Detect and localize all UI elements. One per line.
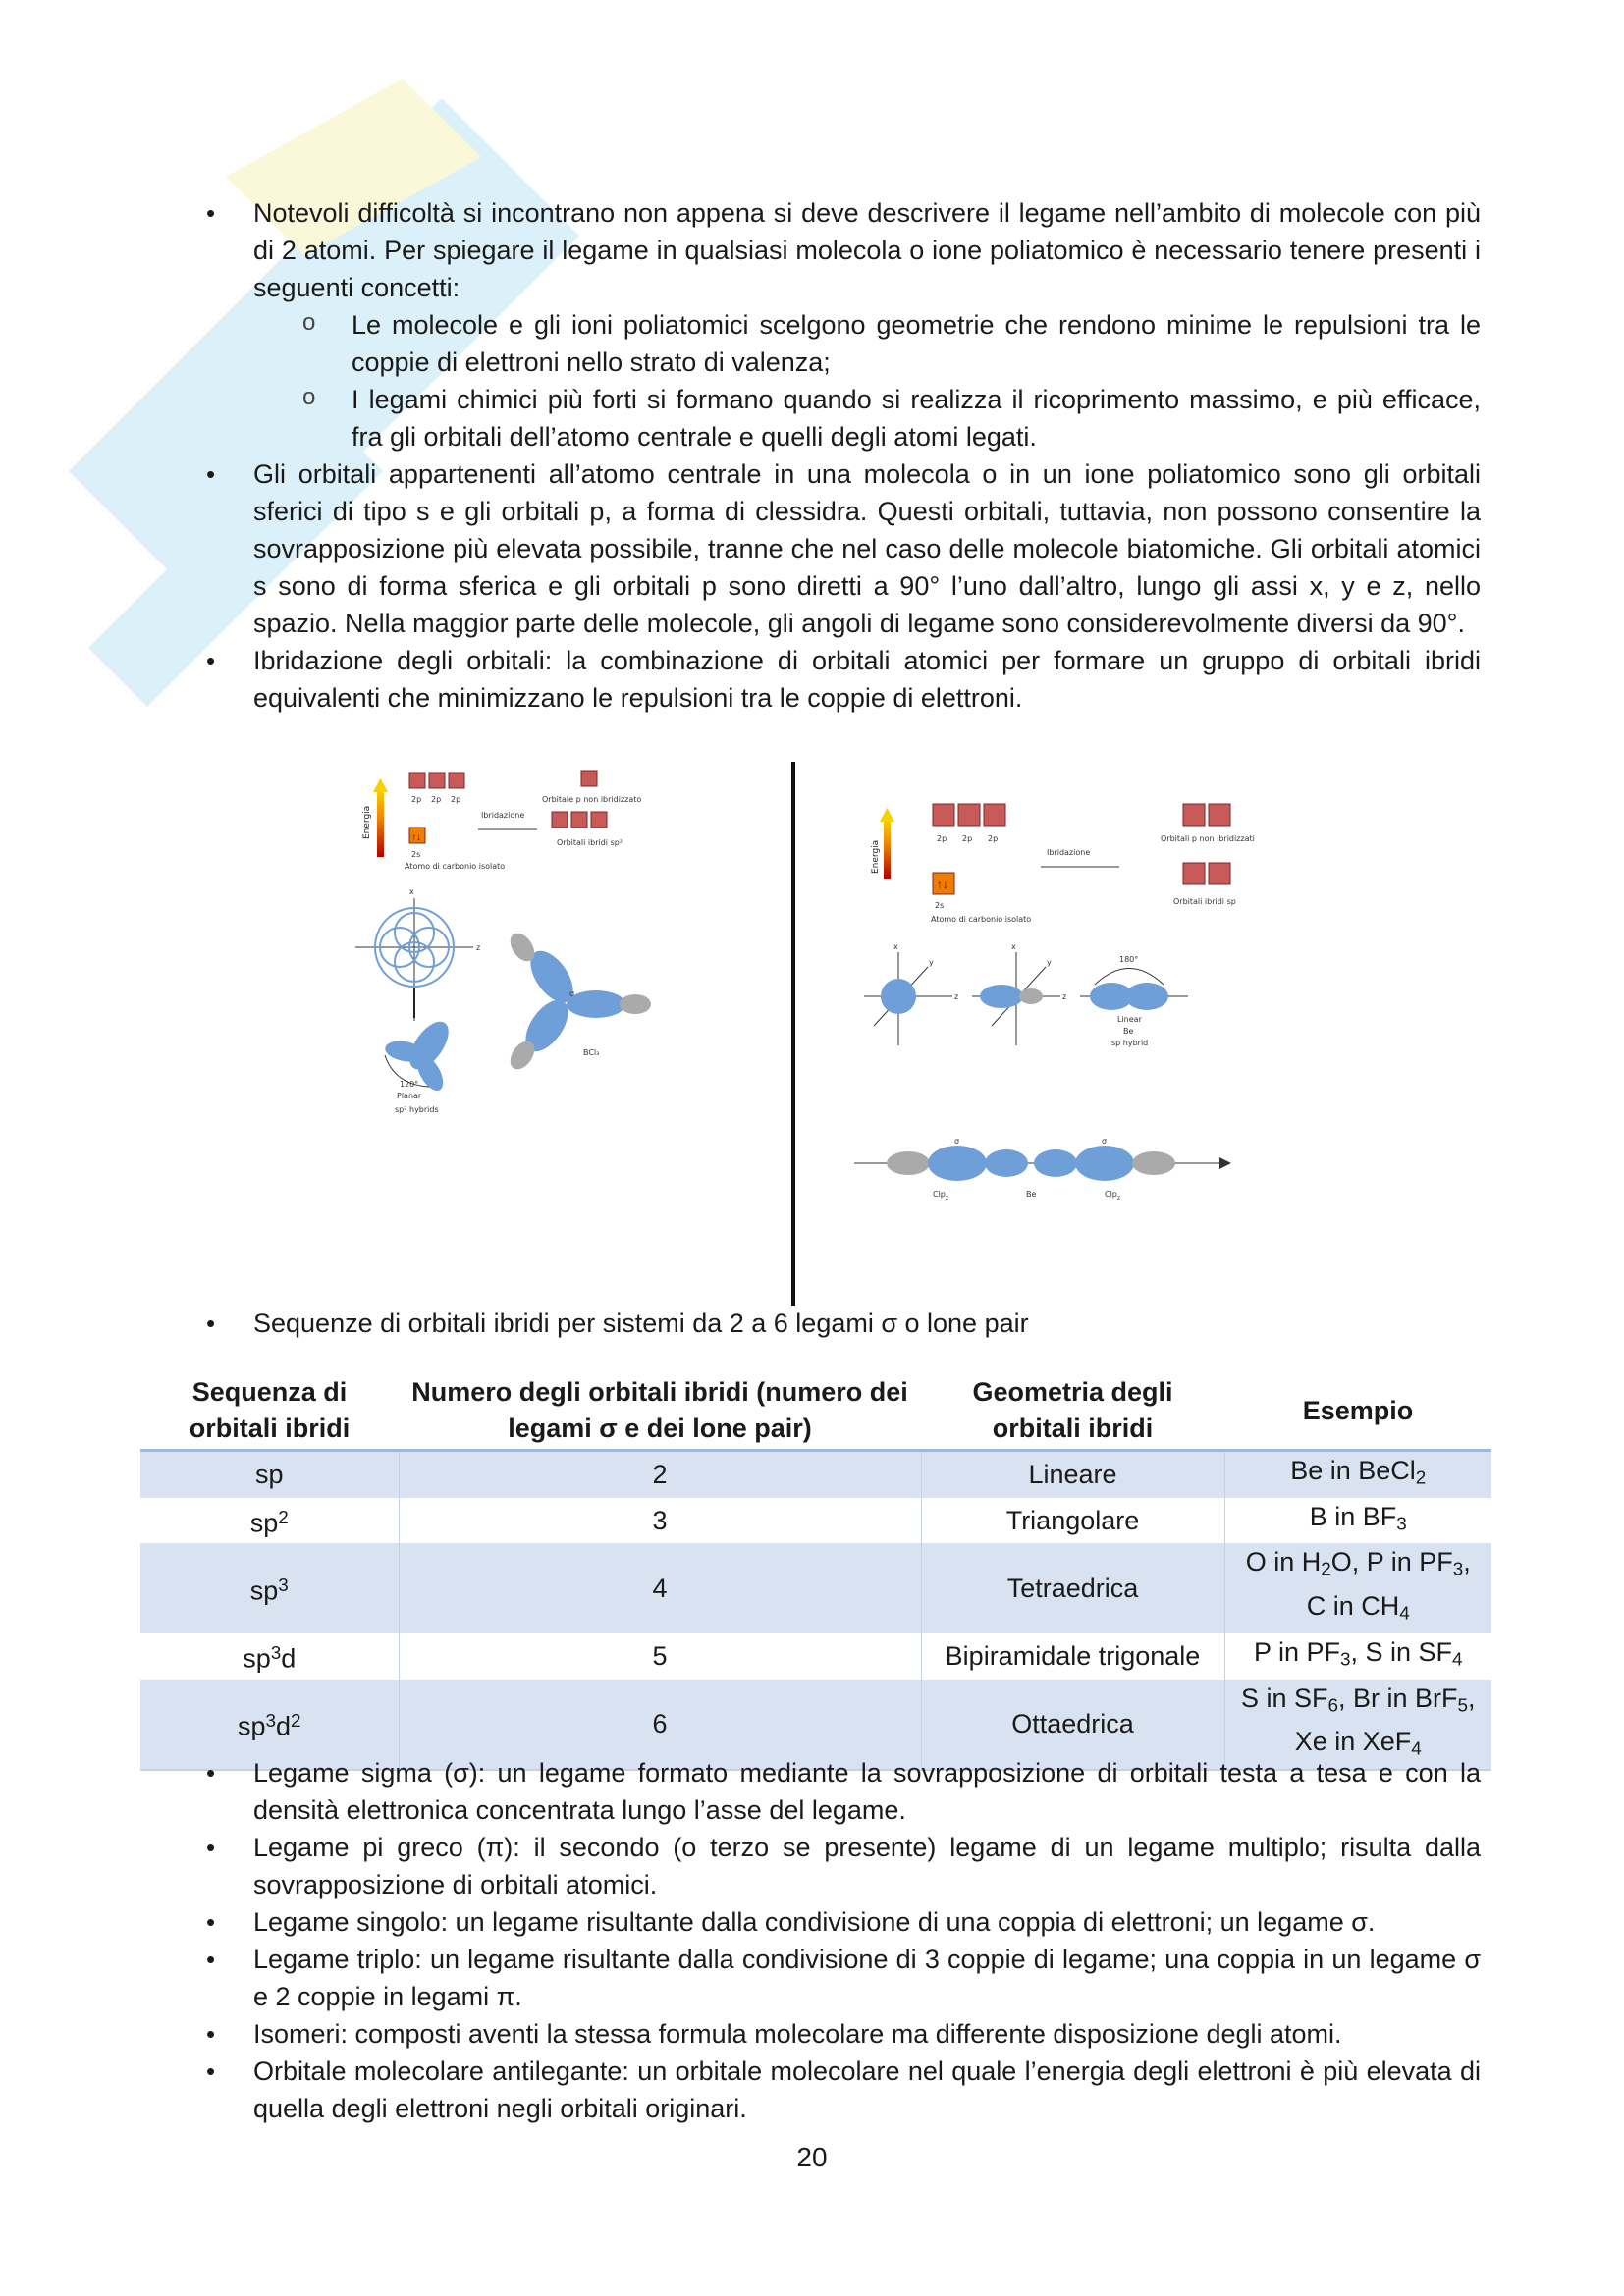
p-orbital-box bbox=[429, 773, 445, 788]
non-hybrid-label: Orbitale p non ibridizzato bbox=[542, 795, 642, 804]
p-orbital-box bbox=[933, 804, 954, 826]
example-cell: S in $SF_6$, Br in BrF$_5$, Xe in XeF$_4$ bbox=[1224, 1680, 1491, 1770]
energy-arrow-head bbox=[373, 778, 388, 792]
atom-caption: Atomo di carbonio isolato bbox=[405, 862, 506, 871]
be-bond-label: Be bbox=[1026, 1190, 1037, 1199]
angle-label: 120° bbox=[400, 1080, 419, 1089]
planar-label: Planar bbox=[397, 1092, 422, 1100]
p-label: 2p bbox=[988, 834, 999, 843]
geometry-cell: Ottaedrica bbox=[921, 1680, 1224, 1770]
bullet-item: • Sequenze di orbitali ibridi per sistemi da 2 a 6 legami σ o lone pair bbox=[253, 1305, 1481, 1342]
angle-label: 180° bbox=[1119, 955, 1139, 964]
count-cell: 4 bbox=[399, 1543, 921, 1632]
bullet-item bbox=[253, 194, 1481, 455]
geometry-cell: Tetraedrica bbox=[921, 1543, 1224, 1632]
hybrid-label: Orbitali ibridi sp bbox=[1173, 897, 1236, 906]
x-axis-label: x bbox=[409, 887, 414, 896]
bullet-item: • Gli orbitali appartenenti all’atomo centrale in una molecola o in un ione poliatomico sono gli orbitali sferici di tipo s e gli orbitali p, a forma di clessidra. Questi orbitali, tuttavia, non possono consentire la sovrapposizione più elevata possibile, tranne che nel caso delle molecole biatomiche. Gli orbitali atomici s sono di forma sferica e gli orbitali p sono diretti a 90° l’uno dall’altro, lungo gli assi x, y e z, nello spazio. Nella maggior parte delle molecole, gli angoli di legame sono considerevolmente diversi da 90°. bbox=[253, 455, 1481, 642]
z-axis-label: z bbox=[954, 992, 959, 1001]
column-header: Numero degli orbitali ibridi (numero dei legami σ e dei lone pair) bbox=[399, 1372, 921, 1451]
p-orbital-box bbox=[581, 771, 597, 786]
sigma-label: σ bbox=[954, 1137, 960, 1146]
table-row bbox=[140, 1498, 1491, 1544]
linear-be-diagram bbox=[1080, 955, 1188, 1047]
p-orbital-box bbox=[1209, 804, 1230, 826]
z-axis-label: z bbox=[1062, 992, 1067, 1001]
count-cell: 3 bbox=[399, 1498, 921, 1544]
table-row bbox=[140, 1633, 1491, 1680]
s-label: 2s bbox=[935, 901, 945, 910]
energy-label: Energia bbox=[362, 805, 372, 839]
column-header: Esempio bbox=[1224, 1372, 1491, 1451]
becl2-molecule bbox=[854, 1137, 1231, 1201]
count-cell: 2 bbox=[399, 1451, 921, 1498]
p-label: 2p bbox=[411, 795, 422, 804]
ibridazione-label: Ibridazione bbox=[481, 811, 525, 820]
table-header-row bbox=[140, 1372, 1491, 1451]
p-label: 2p bbox=[962, 834, 973, 843]
table-row bbox=[140, 1451, 1491, 1498]
sp-hybrid-label: sp hybrid bbox=[1111, 1039, 1149, 1047]
bullet-item: • Legame sigma (σ): un legame formato mediante la sovrapposizione di orbitali testa a tesa e con la densità elettronica concentrata lungo l’asse del legame. bbox=[253, 1754, 1481, 1829]
energy-arrow bbox=[377, 790, 384, 857]
bcl3-label: BCl₃ bbox=[583, 1048, 600, 1057]
sp2-hybridization-figure bbox=[355, 761, 778, 1256]
sub-bullet-list bbox=[253, 306, 1481, 455]
column-header: Sequenza di orbitali ibridi bbox=[140, 1372, 399, 1451]
sequence-bullet-list bbox=[253, 1305, 1481, 1342]
y-axis-label: y bbox=[929, 958, 934, 967]
hybrid-orbital-box bbox=[571, 812, 587, 828]
be-label: Be bbox=[1123, 1027, 1134, 1036]
sp-orbital-axes bbox=[972, 942, 1066, 1045]
geometry-cell: Lineare bbox=[921, 1451, 1224, 1498]
p-label: 2p bbox=[451, 795, 461, 804]
hybrid-orbital-box bbox=[1183, 863, 1205, 884]
z-axis-label: z bbox=[476, 943, 481, 952]
example-cell: B in $BF_3$ bbox=[1309, 1501, 1407, 1535]
bullet-item: • Legame triplo: un legame risultante dalla condivisione di 3 coppie di legame; una coppia in un legame σ e 2 coppie in legami π. bbox=[253, 1941, 1481, 2015]
definitions-bullet-list bbox=[253, 1754, 1481, 2127]
p-label: 2p bbox=[431, 795, 442, 804]
p-orbital-box bbox=[958, 804, 980, 826]
hybrid-orbital-box bbox=[552, 812, 568, 828]
p-orbital-box bbox=[1183, 804, 1205, 826]
bullet-item: • Ibridazione degli orbitali: la combinazione di orbitali atomici per formare un gruppo di orbitali ibridi equivalenti che minimizzano le repulsioni tra le coppie di elettroni. bbox=[253, 642, 1481, 717]
energy-arrow-head bbox=[880, 808, 894, 822]
bullet-item: • Legame singolo: un legame risultante dalla condivisione di una coppia di elettroni; un legame σ. bbox=[253, 1903, 1481, 1941]
p-orbital-box bbox=[409, 773, 425, 788]
example-cell: Be in BeCl$_2$ bbox=[1224, 1451, 1491, 1498]
geometry-cell: Bipiramidale trigonale bbox=[921, 1633, 1224, 1680]
count-cell: 5 bbox=[399, 1633, 921, 1680]
sp-hybridization-figure bbox=[854, 761, 1306, 1256]
x-axis-label: x bbox=[1011, 942, 1016, 951]
page-number: 20 bbox=[796, 2142, 828, 2172]
intro-bullet-list bbox=[253, 194, 1481, 717]
linear-label: Linear bbox=[1117, 1015, 1142, 1024]
hybrid-orbital-box bbox=[1209, 863, 1230, 884]
sigma-label: σ bbox=[569, 989, 575, 998]
bullet-item: • Isomeri: composti aventi la stessa formula molecolare ma differente disposizione degli atomi. bbox=[253, 2015, 1481, 2053]
geometry-cell: Triangolare bbox=[921, 1498, 1224, 1544]
x-axis-label: x bbox=[893, 942, 898, 951]
p-orbital-box bbox=[984, 804, 1005, 826]
trigonal-orbital-diagram bbox=[355, 887, 480, 1114]
sequence-cell: sp bbox=[140, 1451, 399, 1498]
energy-arrow bbox=[884, 820, 891, 879]
p-label: 2p bbox=[937, 834, 947, 843]
bcl3-molecule bbox=[506, 929, 651, 1074]
bullet-item: • Orbitale molecolare antilegante: un orbitale molecolare nel quale l’energia degli elettroni è più elevata di quella degli elettroni negli orbitali originari. bbox=[253, 2053, 1481, 2127]
sequence-cell: $sp^3d^2$ bbox=[140, 1680, 399, 1770]
bullet-text: Notevoli difficoltà si incontrano non appena si deve descrivere il legame nell’ambito di molecole con più di 2 atomi. Per spiegare il legame in qualsiasi molecola o ione poliatomico è necessario tenere presenti i seguenti concetti: bbox=[253, 198, 1481, 302]
sigma-label: σ bbox=[1102, 1137, 1108, 1146]
hybrid-label: Orbitali ibridi sp² bbox=[557, 838, 623, 847]
hybrids-label: sp² hybrids bbox=[395, 1105, 439, 1114]
column-header: Geometria degli orbitali ibridi bbox=[921, 1372, 1224, 1451]
electron-pair-icon: ↑↓ bbox=[411, 832, 421, 843]
sub-bullet-item: o I legami chimici più forti si formano quando si realizza il ricoprimento massimo, e più efficace, fra gli orbitali dell’atomo centrale e quelli degli atomi legati. bbox=[352, 381, 1481, 455]
figure-divider bbox=[791, 762, 795, 1306]
clp-left-label: Clp$_z$ bbox=[933, 1190, 949, 1201]
atom-caption: Atomo di carbonio isolato bbox=[931, 915, 1032, 924]
s-label: 2s bbox=[411, 850, 421, 859]
non-hybrid-label: Orbitali p non ibridizzati bbox=[1161, 834, 1255, 843]
s-orbital-axes bbox=[864, 942, 958, 1045]
p-orbital-box bbox=[449, 773, 464, 788]
y-axis-label: y bbox=[1047, 958, 1052, 967]
table-row bbox=[140, 1543, 1491, 1632]
example-cell: P in $PF_3$, S in $SF_4$ bbox=[1253, 1636, 1463, 1671]
count-cell: 6 bbox=[399, 1680, 921, 1770]
sub-bullet-item: o Le molecole e gli ioni poliatomici scelgono geometrie che rendono minime le repulsioni tra le coppie di elettroni nello strato di valenza; bbox=[352, 306, 1481, 381]
hybrid-orbital-box bbox=[591, 812, 607, 828]
sequence-cell: $sp^2$ bbox=[140, 1498, 399, 1544]
example-cell: O in $H_2O$, P in $PF_3$, C in $CH_4$ bbox=[1224, 1543, 1491, 1632]
ibridazione-label: Ibridazione bbox=[1047, 848, 1091, 857]
bullet-item: • Legame pi greco (π): il secondo (o terzo se presente) legame di un legame multiplo; risulta dalla sovrapposizione di orbitali atomici. bbox=[253, 1829, 1481, 1903]
clp-right-label: Clp$_z$ bbox=[1105, 1190, 1121, 1201]
sequence-cell: $sp^3$ bbox=[140, 1543, 399, 1632]
hybrid-orbitals-table bbox=[140, 1372, 1491, 1771]
sequence-cell: $sp^3d$ bbox=[140, 1633, 399, 1680]
energy-label: Energia bbox=[871, 839, 881, 874]
electron-pair-icon: ↑↓ bbox=[937, 878, 948, 891]
